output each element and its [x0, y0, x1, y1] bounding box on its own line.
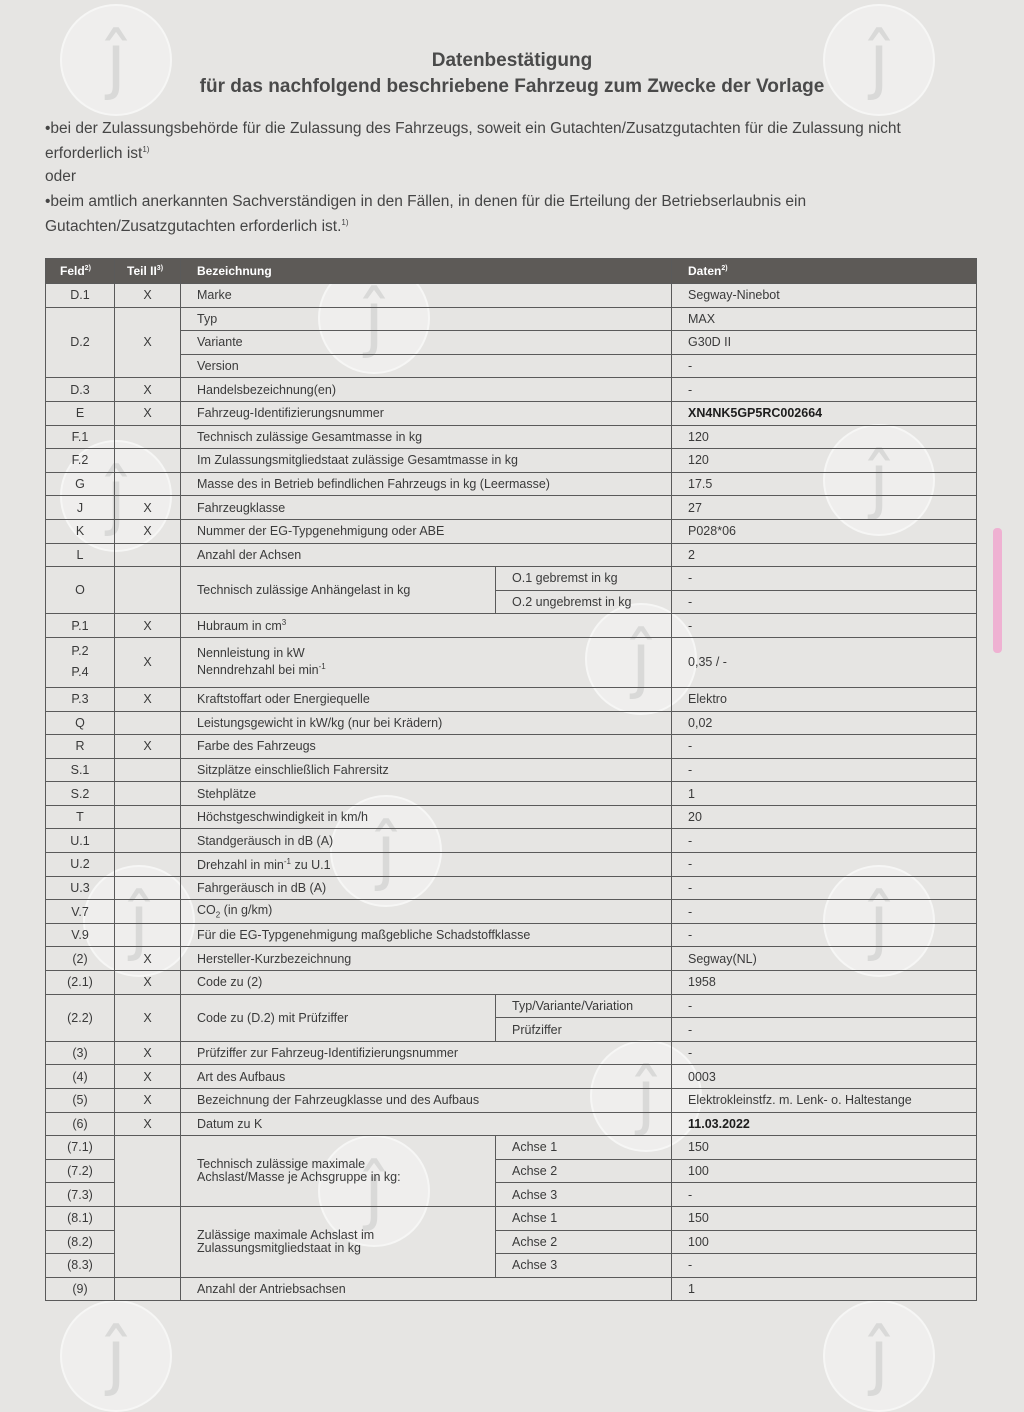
teil-cell: [115, 711, 181, 735]
daten-cell: -: [672, 758, 977, 782]
daten-cell: 11.03.2022: [672, 1112, 977, 1136]
teil-cell: X: [115, 307, 181, 378]
teil-cell: [115, 829, 181, 853]
bezeichnung-cell: Für die EG-Typgenehmigung maßgebliche Schadstoffklasse: [181, 923, 672, 947]
bezeichnung-cell: Im Zulassungsmitgliedstaat zulässige Gesamtmasse in kg: [181, 449, 672, 473]
teil-cell: [115, 876, 181, 900]
sub-bezeichnung-cell: Typ/Variante/Variation: [496, 994, 672, 1018]
daten-cell: 1: [672, 782, 977, 806]
feld-cell: S.1: [46, 758, 115, 782]
bezeichnung-cell: Typ: [181, 307, 672, 331]
daten-cell: 150: [672, 1136, 977, 1160]
feld-cell: (2): [46, 947, 115, 971]
table-row: [46, 1206, 977, 1230]
teil-cell: X: [115, 637, 181, 687]
table-row: [46, 971, 977, 995]
header-teil: Teil II$^{3)}$: [115, 259, 181, 284]
feld-cell: R: [46, 735, 115, 759]
daten-cell: -: [672, 614, 977, 638]
bezeichnung-cell: Handelsbezeichnung(en): [181, 378, 672, 402]
table-row: [46, 805, 977, 829]
teil-cell: [115, 758, 181, 782]
feld-cell: D.2: [46, 307, 115, 378]
teil-cell: [115, 805, 181, 829]
header-bezeichnung: Bezeichnung: [181, 259, 672, 284]
sub-bezeichnung-cell: O.1 gebremst in kg: [496, 567, 672, 591]
bezeichnung-cell: Technisch zulässige maximale Achslast/Masse je Achsgruppe in kg:: [181, 1136, 496, 1207]
intro-bullet-1: •bei der Zulassungsbehörde für die Zulassung des Fahrzeugs, soweit ein Gutachten/Zusatzgutachten für die Zulassung nicht erforderlich ist$^{1)}$: [45, 120, 901, 163]
daten-cell: Segway(NL): [672, 947, 977, 971]
bezeichnung-cell: Leistungsgewicht in kW/kg (nur bei Krädern): [181, 711, 672, 735]
bezeichnung-cell: Hersteller-Kurzbezeichnung: [181, 947, 672, 971]
teil-cell: X: [115, 519, 181, 543]
bezeichnung-cell: Marke: [181, 284, 672, 308]
daten-cell: -: [672, 829, 977, 853]
feld-cell: U.3: [46, 876, 115, 900]
daten-cell: XN4NK5GP5RC002664: [672, 401, 977, 425]
daten-cell: 20: [672, 805, 977, 829]
table-row: [46, 758, 977, 782]
daten-cell: 0,02: [672, 711, 977, 735]
bezeichnung-cell: Stehplätze: [181, 782, 672, 806]
feld-cell: U.1: [46, 829, 115, 853]
daten-cell: -: [672, 378, 977, 402]
daten-cell: 150: [672, 1206, 977, 1230]
feld-cell: (2.1): [46, 971, 115, 995]
bezeichnung-cell: Nummer der EG-Typgenehmigung oder ABE: [181, 519, 672, 543]
daten-cell: 100: [672, 1159, 977, 1183]
feld-cell: (7.1): [46, 1136, 115, 1160]
table-row: [46, 1089, 977, 1113]
table-row: [46, 900, 977, 924]
daten-cell: -: [672, 923, 977, 947]
bezeichnung-cell: Sitzplätze einschließlich Fahrersitz: [181, 758, 672, 782]
feld-cell: (7.3): [46, 1183, 115, 1207]
table-row: [46, 711, 977, 735]
bezeichnung-cell: Hubraum in $cm^3$: [181, 614, 672, 638]
bezeichnung-cell: Code zu (D.2) mit Prüfziffer: [181, 994, 496, 1041]
table-row: [46, 829, 977, 853]
table-row: [46, 519, 977, 543]
table-row: [46, 307, 977, 331]
sub-bezeichnung-cell: Achse 3: [496, 1254, 672, 1278]
sub-bezeichnung-cell: O.2 ungebremst in kg: [496, 590, 672, 614]
daten-cell: Elektrokleinstfz. m. Lenk- o. Haltestange: [672, 1089, 977, 1113]
feld-cell: (4): [46, 1065, 115, 1089]
bezeichnung-cell: Farbe des Fahrzeugs: [181, 735, 672, 759]
daten-cell: 0,35 / -: [672, 637, 977, 687]
daten-cell: MAX: [672, 307, 977, 331]
teil-cell: X: [115, 1112, 181, 1136]
feld-cell: F.1: [46, 425, 115, 449]
bezeichnung-cell: Technisch zulässige Anhängelast in kg: [181, 567, 496, 614]
daten-cell: 17.5: [672, 472, 977, 496]
table-row: [46, 782, 977, 806]
teil-cell: X: [115, 1041, 181, 1065]
bezeichnung-cell: Fahrgeräusch in dB (A): [181, 876, 672, 900]
bezeichnung-cell: Bezeichnung der Fahrzeugklasse und des Aufbaus: [181, 1089, 672, 1113]
bezeichnung-cell: Masse des in Betrieb befindlichen Fahrzeugs in kg (Leermasse): [181, 472, 672, 496]
watermark-logo: [60, 1300, 172, 1412]
bezeichnung-cell: Standgeräusch in dB (A): [181, 829, 672, 853]
daten-cell: 0003: [672, 1065, 977, 1089]
table-header: [46, 259, 977, 284]
feld-cell: P.2 P.4: [46, 637, 115, 687]
teil-cell: [115, 853, 181, 877]
daten-cell: -: [672, 1041, 977, 1065]
feld-cell: (7.2): [46, 1159, 115, 1183]
daten-cell: -: [672, 1254, 977, 1278]
bezeichnung-cell: Nennleistung in kW Nenndrehzahl bei $\min^{-1}$: [181, 637, 672, 687]
feld-cell: V.9: [46, 923, 115, 947]
bezeichnung-cell: Höchstgeschwindigkeit in km/h: [181, 805, 672, 829]
table-row: [46, 472, 977, 496]
table-row: [46, 1041, 977, 1065]
sub-bezeichnung-cell: Achse 1: [496, 1136, 672, 1160]
daten-cell: 100: [672, 1230, 977, 1254]
daten-cell: -: [672, 876, 977, 900]
teil-cell: [115, 1277, 181, 1301]
intro-bullet-2: •beim amtlich anerkannten Sachverständigen in den Fällen, in denen für die Erteilung der Betriebserlaubnis ein Gutachten/Zusatzgutachten erforderlich ist.$^{1)}$: [45, 193, 807, 236]
feld-cell: P.3: [46, 687, 115, 711]
teil-cell: [115, 472, 181, 496]
table-row: [46, 614, 977, 638]
teil-cell: [115, 425, 181, 449]
daten-cell: 27: [672, 496, 977, 520]
teil-cell: X: [115, 378, 181, 402]
table-row: [46, 425, 977, 449]
bezeichnung-cell: Prüfziffer zur Fahrzeug-Identifizierungsnummer: [181, 1041, 672, 1065]
feld-cell: Q: [46, 711, 115, 735]
table-row: [46, 331, 977, 355]
bezeichnung-cell: Fahrzeugklasse: [181, 496, 672, 520]
feld-cell: P.1: [46, 614, 115, 638]
bezeichnung-cell: Anzahl der Antriebsachsen: [181, 1277, 672, 1301]
feld-cell: V.7: [46, 900, 115, 924]
teil-cell: [115, 567, 181, 614]
bezeichnung-cell: Drehzahl in $\min^{-1}$ zu U.1: [181, 853, 672, 877]
data-table: [45, 258, 977, 1301]
daten-cell: 2: [672, 543, 977, 567]
teil-cell: X: [115, 971, 181, 995]
bezeichnung-cell: Technisch zulässige Gesamtmasse in kg: [181, 425, 672, 449]
table-row: [46, 354, 977, 378]
daten-cell: -: [672, 354, 977, 378]
table-row: [46, 947, 977, 971]
daten-cell: 1: [672, 1277, 977, 1301]
table-row: [46, 687, 977, 711]
bezeichnung-cell: Kraftstoffart oder Energiequelle: [181, 687, 672, 711]
feld-cell: (8.3): [46, 1254, 115, 1278]
teil-cell: [115, 923, 181, 947]
bezeichnung-cell: $CO_2$ (in g/km): [181, 900, 672, 924]
feld-cell: U.2: [46, 853, 115, 877]
teil-cell: X: [115, 401, 181, 425]
feld-cell: (2.2): [46, 994, 115, 1041]
table-row: [46, 876, 977, 900]
teil-cell: [115, 543, 181, 567]
daten-cell: -: [672, 735, 977, 759]
table-row: [46, 994, 977, 1018]
daten-cell: Elektro: [672, 687, 977, 711]
table-row: [46, 637, 977, 687]
daten-cell: -: [672, 567, 977, 591]
daten-cell: G30D II: [672, 331, 977, 355]
table-row: [46, 284, 977, 308]
feld-cell: L: [46, 543, 115, 567]
teil-cell: X: [115, 1065, 181, 1089]
teil-cell: X: [115, 614, 181, 638]
table-row: [46, 1277, 977, 1301]
table-row: [46, 449, 977, 473]
highlighter-mark: [993, 528, 1002, 653]
teil-cell: X: [115, 735, 181, 759]
feld-cell: F.2: [46, 449, 115, 473]
feld-cell: D.1: [46, 284, 115, 308]
table-row: [46, 401, 977, 425]
header-daten: Daten$^{2)}$: [672, 259, 977, 284]
daten-cell: 1958: [672, 971, 977, 995]
teil-cell: X: [115, 284, 181, 308]
table-row: [46, 923, 977, 947]
feld-cell: T: [46, 805, 115, 829]
daten-cell: -: [672, 994, 977, 1018]
bezeichnung-cell: Variante: [181, 331, 672, 355]
daten-cell: -: [672, 1183, 977, 1207]
feld-cell: O: [46, 567, 115, 614]
feld-cell: E: [46, 401, 115, 425]
teil-cell: X: [115, 947, 181, 971]
daten-cell: P028*06: [672, 519, 977, 543]
bezeichnung-cell: Code zu (2): [181, 971, 672, 995]
daten-cell: -: [672, 590, 977, 614]
document-subtitle: für das nachfolgend beschriebene Fahrzeug zum Zwecke der Vorlage: [199, 76, 825, 97]
intro-oder: oder: [45, 168, 77, 185]
feld-cell: (5): [46, 1089, 115, 1113]
table-row: [46, 853, 977, 877]
teil-cell: X: [115, 994, 181, 1041]
feld-cell: (8.2): [46, 1230, 115, 1254]
bezeichnung-cell: Version: [181, 354, 672, 378]
feld-cell: S.2: [46, 782, 115, 806]
table-row: [46, 1065, 977, 1089]
teil-cell: X: [115, 687, 181, 711]
sub-bezeichnung-cell: Achse 1: [496, 1206, 672, 1230]
sub-bezeichnung-cell: Achse 2: [496, 1230, 672, 1254]
teil-cell: X: [115, 1089, 181, 1113]
bezeichnung-cell: Fahrzeug-Identifizierungsnummer: [181, 401, 672, 425]
feld-cell: (3): [46, 1041, 115, 1065]
feld-cell: D.3: [46, 378, 115, 402]
table-row: [46, 1112, 977, 1136]
sub-bezeichnung-cell: Achse 2: [496, 1159, 672, 1183]
watermark-logo: [823, 1300, 935, 1412]
feld-cell: G: [46, 472, 115, 496]
bezeichnung-cell: Datum zu K: [181, 1112, 672, 1136]
daten-cell: -: [672, 1018, 977, 1042]
daten-cell: 120: [672, 425, 977, 449]
daten-cell: Segway-Ninebot: [672, 284, 977, 308]
bezeichnung-cell: Anzahl der Achsen: [181, 543, 672, 567]
table-row: [46, 567, 977, 591]
bezeichnung-cell: Art des Aufbaus: [181, 1065, 672, 1089]
teil-cell: [115, 449, 181, 473]
teil-cell: [115, 1136, 181, 1207]
feld-cell: (8.1): [46, 1206, 115, 1230]
daten-cell: 120: [672, 449, 977, 473]
feld-cell: J: [46, 496, 115, 520]
daten-cell: -: [672, 853, 977, 877]
feld-cell: (6): [46, 1112, 115, 1136]
feld-cell: K: [46, 519, 115, 543]
teil-cell: [115, 900, 181, 924]
teil-cell: [115, 782, 181, 806]
bezeichnung-cell: Zulässige maximale Achslast im Zulassungsmitgliedstaat in kg: [181, 1206, 496, 1277]
feld-cell: (9): [46, 1277, 115, 1301]
table-row: [46, 496, 977, 520]
header-feld: Feld$^{2)}$: [46, 259, 115, 284]
teil-cell: [115, 1206, 181, 1277]
table-row: [46, 543, 977, 567]
sub-bezeichnung-cell: Prüfziffer: [496, 1018, 672, 1042]
table-row: [46, 735, 977, 759]
table-row: [46, 378, 977, 402]
daten-cell: -: [672, 900, 977, 924]
table-row: [46, 1136, 977, 1160]
teil-cell: X: [115, 496, 181, 520]
document-title: Datenbestätigung: [431, 50, 593, 71]
sub-bezeichnung-cell: Achse 3: [496, 1183, 672, 1207]
